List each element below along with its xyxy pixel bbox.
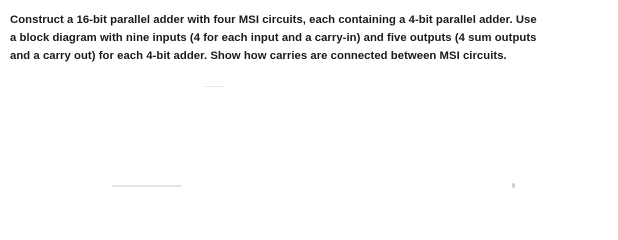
question-line-1: Construct a 16-bit parallel adder with four MSI circuits, each containing a 4-bit parallel adder. Use: [10, 14, 537, 26]
question-text: [10, 11, 610, 65]
question-line-2: a block diagram with nine inputs (4 for each input and a carry-in) and five outputs (4 sum outputs: [10, 32, 537, 44]
scan-smudge: [112, 185, 182, 187]
scan-mark: [512, 183, 515, 188]
scan-smudge-faint: [205, 86, 225, 87]
question-line-3: and a carry out) for each 4-bit adder. Show how carries are connected between MSI circuits.: [10, 50, 507, 62]
